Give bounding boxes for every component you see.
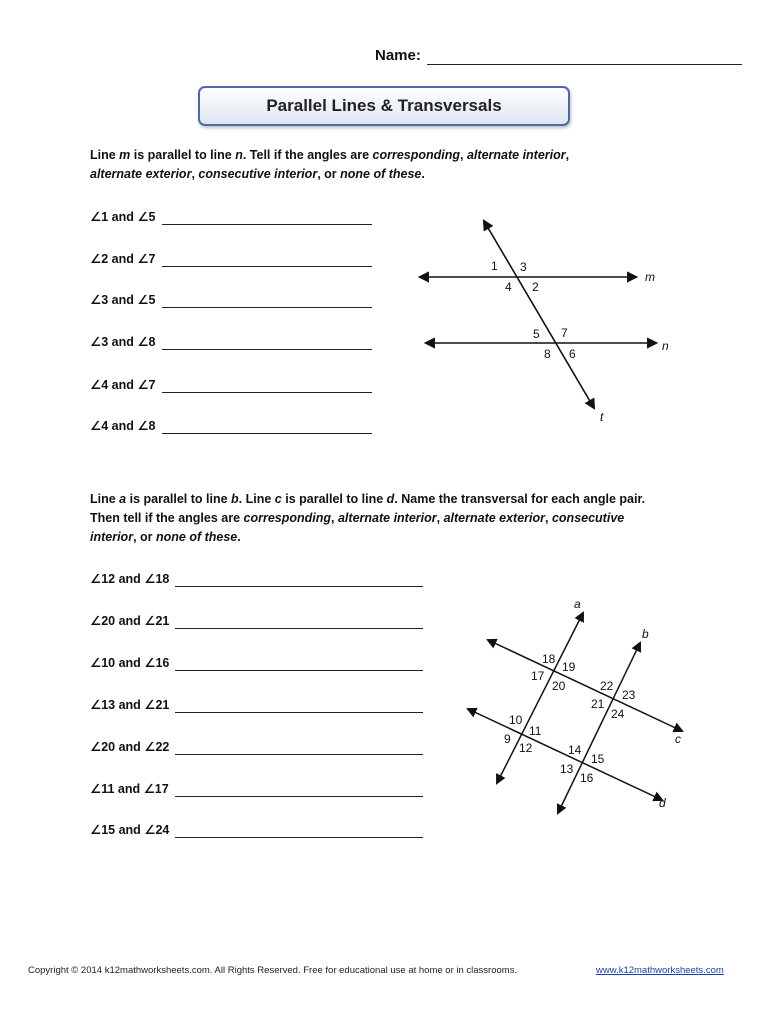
name-label: Name: <box>375 47 421 64</box>
line-label: a <box>574 597 581 611</box>
line-label: t <box>600 410 604 424</box>
question-row: ∠3 and ∠5 <box>90 292 372 308</box>
transversal-t <box>484 221 594 408</box>
angle-label: 9 <box>504 732 511 746</box>
angle-label: 24 <box>611 707 625 721</box>
answer-blank[interactable] <box>175 823 423 838</box>
angle-label: 22 <box>600 679 614 693</box>
question-row: ∠12 and ∠18 <box>90 571 423 587</box>
answer-blank[interactable] <box>175 656 423 671</box>
angle-label: 14 <box>568 743 582 757</box>
line-label: n <box>662 339 669 353</box>
question-row: ∠10 and ∠16 <box>90 655 423 671</box>
angle-label: 18 <box>542 652 556 666</box>
angle-label: 23 <box>622 688 636 702</box>
angle-label: 16 <box>580 771 594 785</box>
line-d <box>468 709 662 800</box>
angle-label: 10 <box>509 713 523 727</box>
line-label: c <box>675 732 681 746</box>
angle-label: 13 <box>560 762 574 776</box>
question-row: ∠11 and ∠17 <box>90 781 423 797</box>
question-row: ∠20 and ∠21 <box>90 613 423 629</box>
angle-label: 20 <box>552 679 566 693</box>
worksheet-title: Parallel Lines & Transversals <box>198 86 570 126</box>
question-row: ∠2 and ∠7 <box>90 251 372 267</box>
angle-label: 1 <box>491 259 498 273</box>
angle-label: 5 <box>533 327 540 341</box>
section2-instructions: Line a is parallel to line b. Line c is parallel to line d. Name the transversal for each angle pair. Then tell if the angles are corresponding, alternate interior, alternate exterior, consecutive interior, or none of these. <box>90 492 646 544</box>
answer-blank[interactable] <box>175 698 423 713</box>
answer-blank[interactable] <box>175 614 423 629</box>
question-row: ∠1 and ∠5 <box>90 209 372 225</box>
angle-label: 21 <box>591 697 605 711</box>
angle-label: 6 <box>569 347 576 361</box>
angle-label: 17 <box>531 669 545 683</box>
footer-copyright: Copyright © 2014 k12mathworksheets.com. All Rights Reserved. Free for educational use at home or in classrooms. <box>28 965 518 976</box>
question-row: ∠3 and ∠8 <box>90 334 372 350</box>
line-label: d <box>659 796 666 810</box>
question-row: ∠15 and ∠24 <box>90 822 423 838</box>
answer-blank[interactable] <box>175 740 423 755</box>
line-label: b <box>642 627 649 641</box>
question-row: ∠20 and ∠22 <box>90 739 423 755</box>
question-row: ∠4 and ∠8 <box>90 418 372 434</box>
angle-label: 8 <box>544 347 551 361</box>
angle-label: 3 <box>520 260 527 274</box>
question-row: ∠13 and ∠21 <box>90 697 423 713</box>
answer-blank[interactable] <box>175 782 423 797</box>
section1-instructions: Line m is parallel to line n. Tell if the angles are corresponding, alternate interior, alternate exterior, consecutive interior, or none of these. <box>90 148 570 181</box>
angle-label: 4 <box>505 280 512 294</box>
question-row: ∠4 and ∠7 <box>90 377 372 393</box>
angle-label: 15 <box>591 752 605 766</box>
angle-label: 11 <box>529 724 542 738</box>
line-label: m <box>645 270 655 284</box>
answer-blank[interactable] <box>175 572 423 587</box>
angle-label: 2 <box>532 280 539 294</box>
footer-website-link[interactable]: www.k12mathworksheets.com <box>596 965 724 976</box>
angle-label: 19 <box>562 660 576 674</box>
angle-label: 12 <box>519 741 533 755</box>
angle-label: 7 <box>561 326 568 340</box>
